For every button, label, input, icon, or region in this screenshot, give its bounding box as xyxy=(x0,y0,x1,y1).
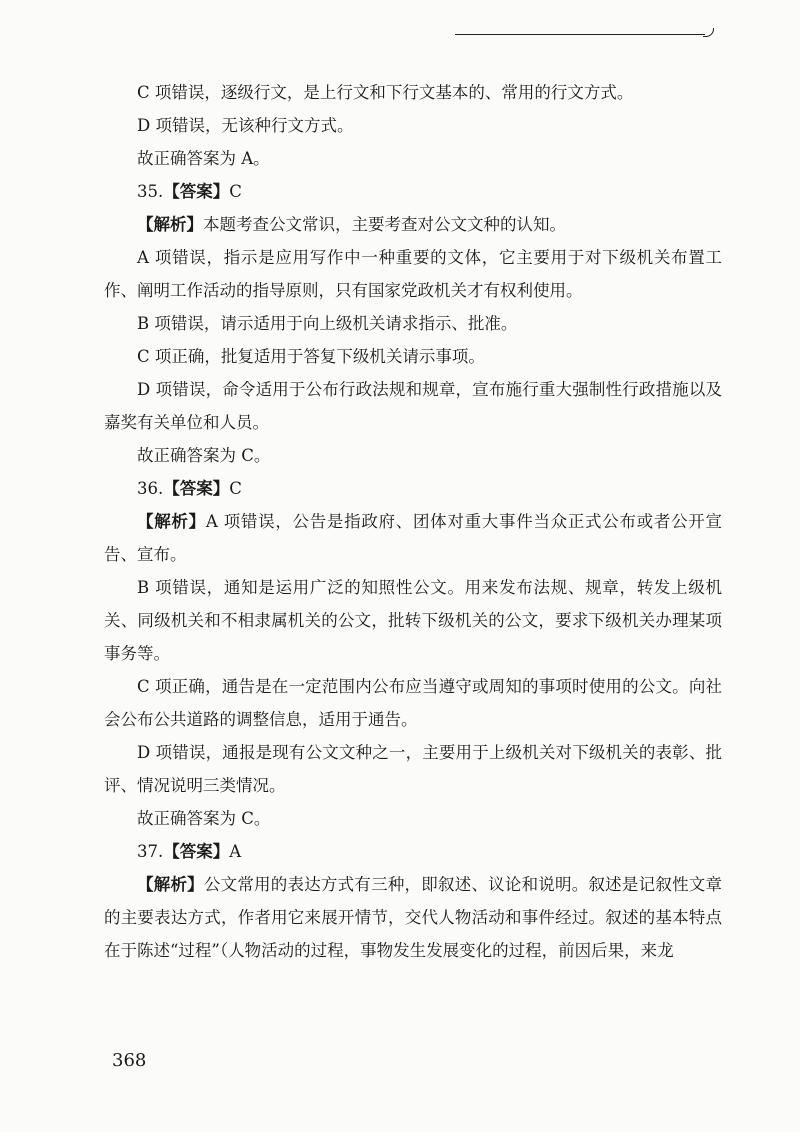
answer-line xyxy=(104,472,722,505)
body-paragraph: B 项错误，通知是运用广泛的知照性公文。用来发布法规、规章，转发上级机关、同级机关和不相隶属机关的公文，批转下级机关的公文，要求下级机关办理某项事务等。 xyxy=(104,578,722,663)
body-paragraph: A 项错误，指示是应用写作中一种重要的文体，它主要用于对下级机关布置工作、阐明工作活动的指导原则，只有国家党政机关才有权利使用。 xyxy=(104,248,722,300)
body-paragraph: D 项错误，通报是现有公文文种之一，主要用于上级机关对下级机关的表彰、批评、情况说明三类情况。 xyxy=(104,743,722,795)
analysis-tag: 【解析】 xyxy=(137,512,206,531)
answer-line xyxy=(104,835,722,868)
page-number: 368 xyxy=(112,1050,147,1071)
header-rule xyxy=(455,34,705,35)
answer-value: A xyxy=(229,842,242,861)
answer-tag: 【答案】 xyxy=(163,842,230,861)
answer-tag: 【答案】 xyxy=(163,182,230,201)
answer-value: C xyxy=(229,182,242,201)
analysis-text: 公文常用的表达方式有三种，即叙述、议论和说明。叙述是记叙性文章的主要表达方式，作者用它来展开情节，交代人物活动和事件经过。叙述的基本特点在于陈述“过程”（人物活动的过程，事物发生发展变化的过程，前因后果，来龙 xyxy=(104,875,723,960)
body-paragraph: 故正确答案为 C。 xyxy=(137,809,271,828)
analysis-text: 本题考查公文常识，主要考查对公文文种的认知。 xyxy=(203,215,566,234)
body-paragraph: C 项错误，逐级行文，是上行文和下行文基本的、常用的行文方式。 xyxy=(137,83,634,102)
document-body xyxy=(104,76,722,967)
analysis-text: A 项错误，公告是指政府、团体对重大事件当众正式公布或者公开宣告、宣布。 xyxy=(104,512,722,564)
answer-value: C xyxy=(229,479,242,498)
body-paragraph: 故正确答案为 A。 xyxy=(137,149,270,168)
body-paragraph: 故正确答案为 C。 xyxy=(137,446,271,465)
body-paragraph: C 项正确，通告是在一定范围内公布应当遵守或周知的事项时使用的公文。向社会公布公共道路的调整信息，适用于通告。 xyxy=(104,677,722,729)
body-paragraph: D 项错误，命令适用于公布行政法规和规章，宣布施行重大强制性行政措施以及嘉奖有关单位和人员。 xyxy=(104,380,722,432)
analysis-tag: 【解析】 xyxy=(137,215,203,234)
body-paragraph: C 项正确，批复适用于答复下级机关请示事项。 xyxy=(137,347,485,366)
question-number: 37. xyxy=(137,842,164,861)
header-rule-hook xyxy=(703,28,714,37)
analysis-tag: 【解析】 xyxy=(137,875,204,894)
body-paragraph: D 项错误，无该种行文方式。 xyxy=(137,116,354,135)
analysis-paragraph xyxy=(104,208,722,241)
question-number: 36. xyxy=(137,479,164,498)
analysis-paragraph xyxy=(104,505,722,571)
answer-line xyxy=(104,175,722,208)
answer-tag: 【答案】 xyxy=(163,479,230,498)
body-paragraph: B 项错误，请示适用于向上级机关请求指示、批准。 xyxy=(137,314,518,333)
analysis-paragraph xyxy=(104,868,722,967)
question-number: 35. xyxy=(137,182,164,201)
